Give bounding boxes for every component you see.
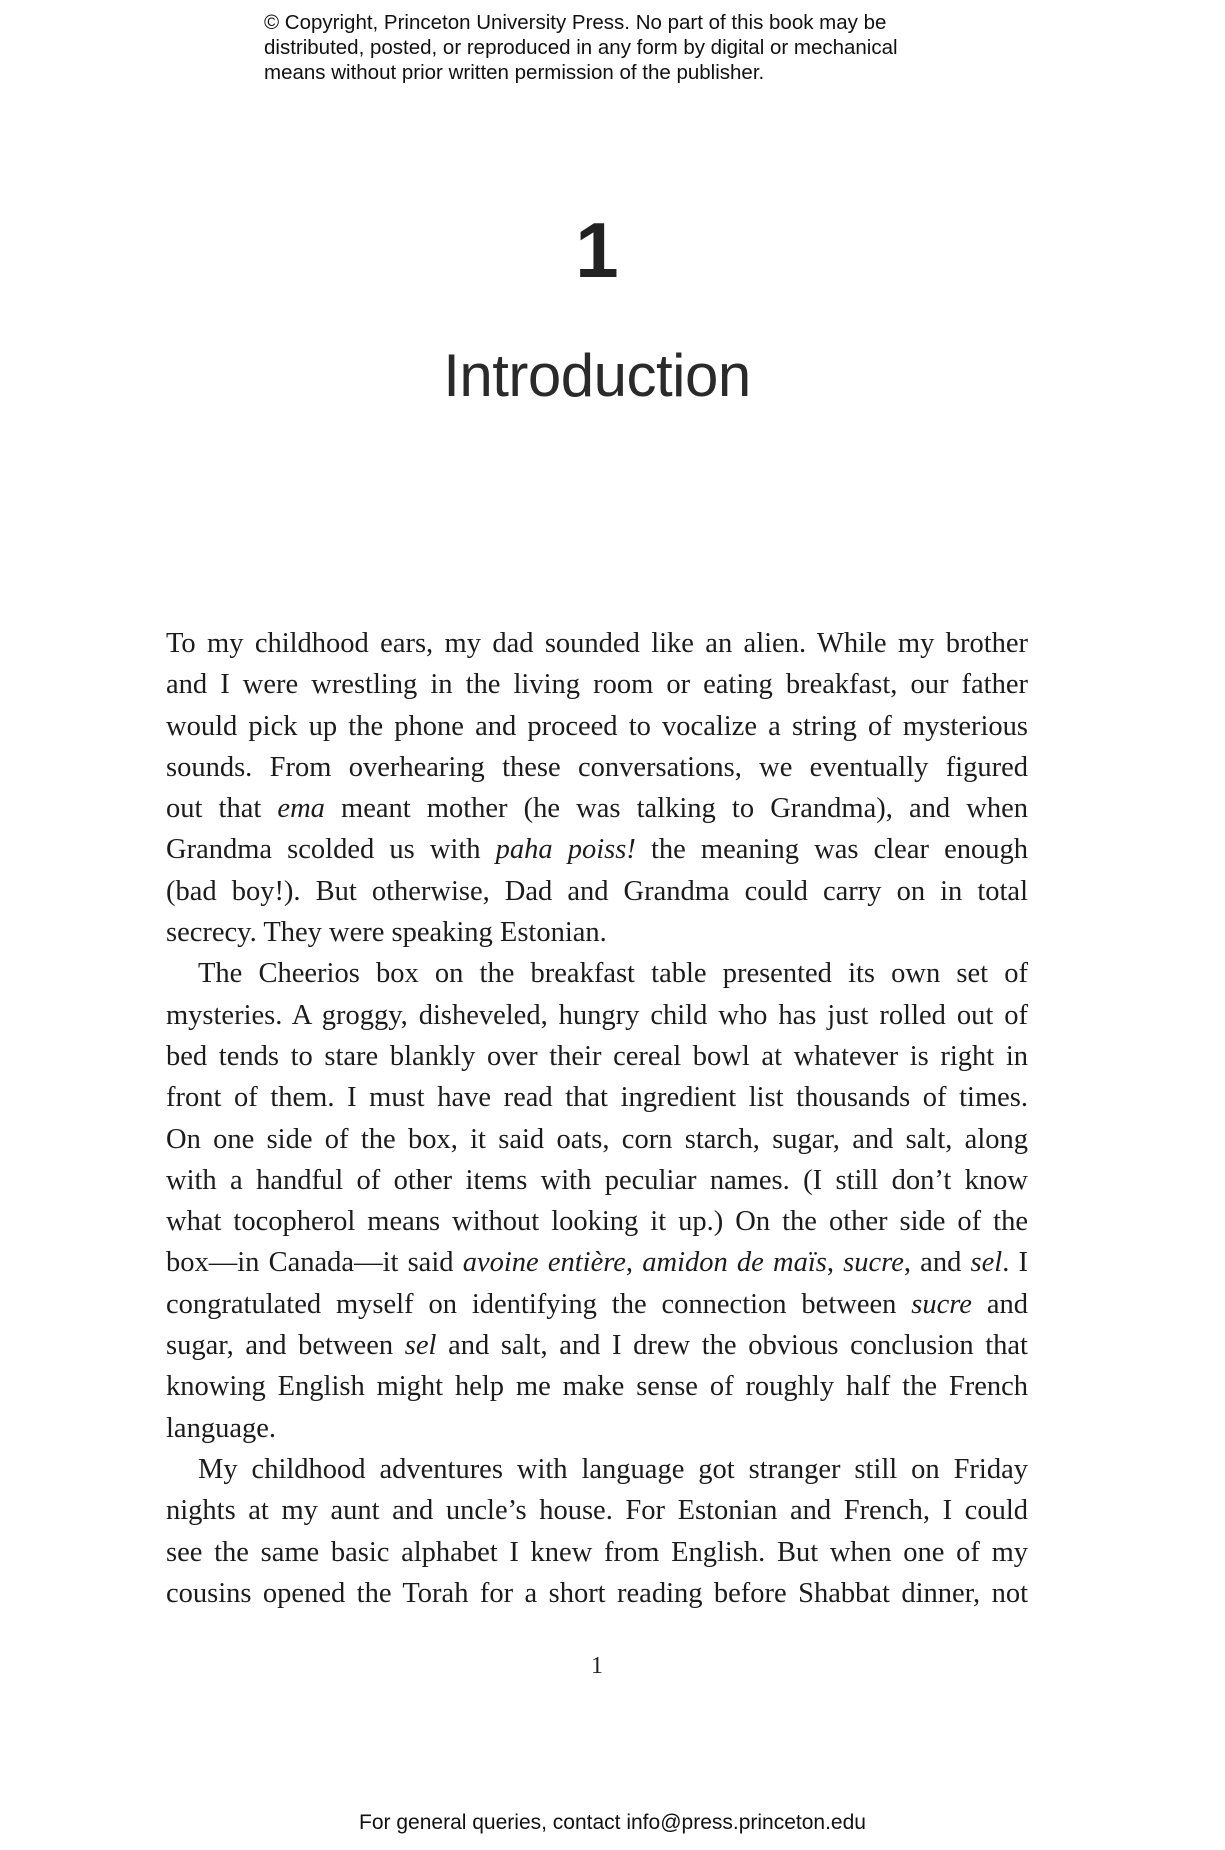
text-line: nights at my aunt and uncle’s house. For Estonian and French, I could <box>166 1495 1028 1527</box>
italic-term: sucre <box>911 1288 972 1320</box>
italic-term: ema <box>277 793 325 825</box>
text-line: On one side of the box, it said oats, corn starch, sugar, and salt, along <box>166 1123 1028 1155</box>
text-run: and salt, and I drew the obvious conclusion that <box>436 1330 1028 1362</box>
paragraph <box>166 1449 1028 1614</box>
text-run: the meaning was clear enough <box>635 834 1028 866</box>
text-line <box>166 1325 1028 1366</box>
text-line: mysteries. A groggy, disheveled, hungry child who has just rolled out of <box>166 999 1028 1031</box>
text-run: meant mother (he was talking to Grandma), and when <box>324 793 1029 825</box>
copyright-line: © Copyright, Princeton University Press. No part of this book may be <box>264 11 887 34</box>
copyright-line: distributed, posted, or reproduced in any form by digital or mechanical <box>264 36 898 59</box>
text-line <box>166 1284 1028 1325</box>
text-line <box>166 829 1028 870</box>
italic-term: paha poiss! <box>495 834 636 866</box>
text-line: knowing English might help me make sense of roughly half the French <box>166 1371 1028 1403</box>
text-line: secrecy. They were speaking Estonian. <box>166 917 607 949</box>
footer-contact: For general queries, contact info@press.princeton.edu <box>359 1811 866 1834</box>
text-line: would pick up the phone and proceed to vocalize a string of mysterious <box>166 710 1028 742</box>
text-line: see the same basic alphabet I knew from English. But when one of my <box>166 1536 1028 1568</box>
text-line: bed tends to stare blankly over their cereal bowl at whatever is right in <box>166 1040 1028 1072</box>
text-line <box>166 1242 1028 1283</box>
text-run: , and <box>903 1247 971 1279</box>
text-line: with a handful of other items with peculiar names. (I still don’t know <box>166 1164 1028 1196</box>
text-run: sugar, and between <box>166 1330 405 1362</box>
text-line: language. <box>166 1412 276 1444</box>
text-line: (bad boy!). But otherwise, Dad and Grandma could carry on in total <box>166 875 1028 907</box>
italic-term: sucre <box>843 1247 904 1279</box>
italic-term: avoine entière <box>462 1247 626 1279</box>
text-line: cousins opened the Torah for a short reading before Shabbat dinner, not <box>166 1577 1028 1609</box>
text-line <box>166 788 1028 829</box>
text-run: box—in Canada—it said <box>166 1247 463 1279</box>
text-line: what tocopherol means without looking it up.) On the other side of the <box>166 1206 1028 1238</box>
text-run: and <box>971 1288 1028 1320</box>
text-run: , <box>625 1247 643 1279</box>
chapter-number: 1 <box>575 206 619 294</box>
text-run: . I <box>1002 1247 1028 1279</box>
paragraph <box>166 953 1028 1449</box>
text-run: out that <box>166 793 278 825</box>
text-line: and I were wrestling in the living room or eating breakfast, our father <box>166 669 1028 701</box>
italic-term: sel <box>404 1330 437 1362</box>
copyright-notice <box>264 10 1024 85</box>
text-line: My childhood adventures with language got stranger still on Friday <box>198 1453 1028 1485</box>
text-run: congratulated myself on identifying the connection between <box>166 1288 912 1320</box>
italic-term: amidon de maïs <box>642 1247 827 1279</box>
italic-term: sel <box>970 1247 1003 1279</box>
paragraph <box>166 623 1028 953</box>
text-run: , <box>826 1247 844 1279</box>
text-line: The Cheerios box on the breakfast table presented its own set of <box>198 958 1028 990</box>
chapter-title: Introduction <box>443 342 751 409</box>
text-line: sounds. From overhearing these conversations, we eventually figured <box>166 751 1028 783</box>
text-line: front of them. I must have read that ingredient list thousands of times. <box>166 1082 1028 1114</box>
page-number: 1 <box>591 1653 603 1679</box>
text-line: To my childhood ears, my dad sounded like an alien. While my brother <box>166 628 1028 659</box>
text-run: Grandma scolded us with <box>166 834 496 866</box>
copyright-line: means without prior written permission of the publisher. <box>264 61 765 84</box>
body-text <box>166 623 1028 1614</box>
